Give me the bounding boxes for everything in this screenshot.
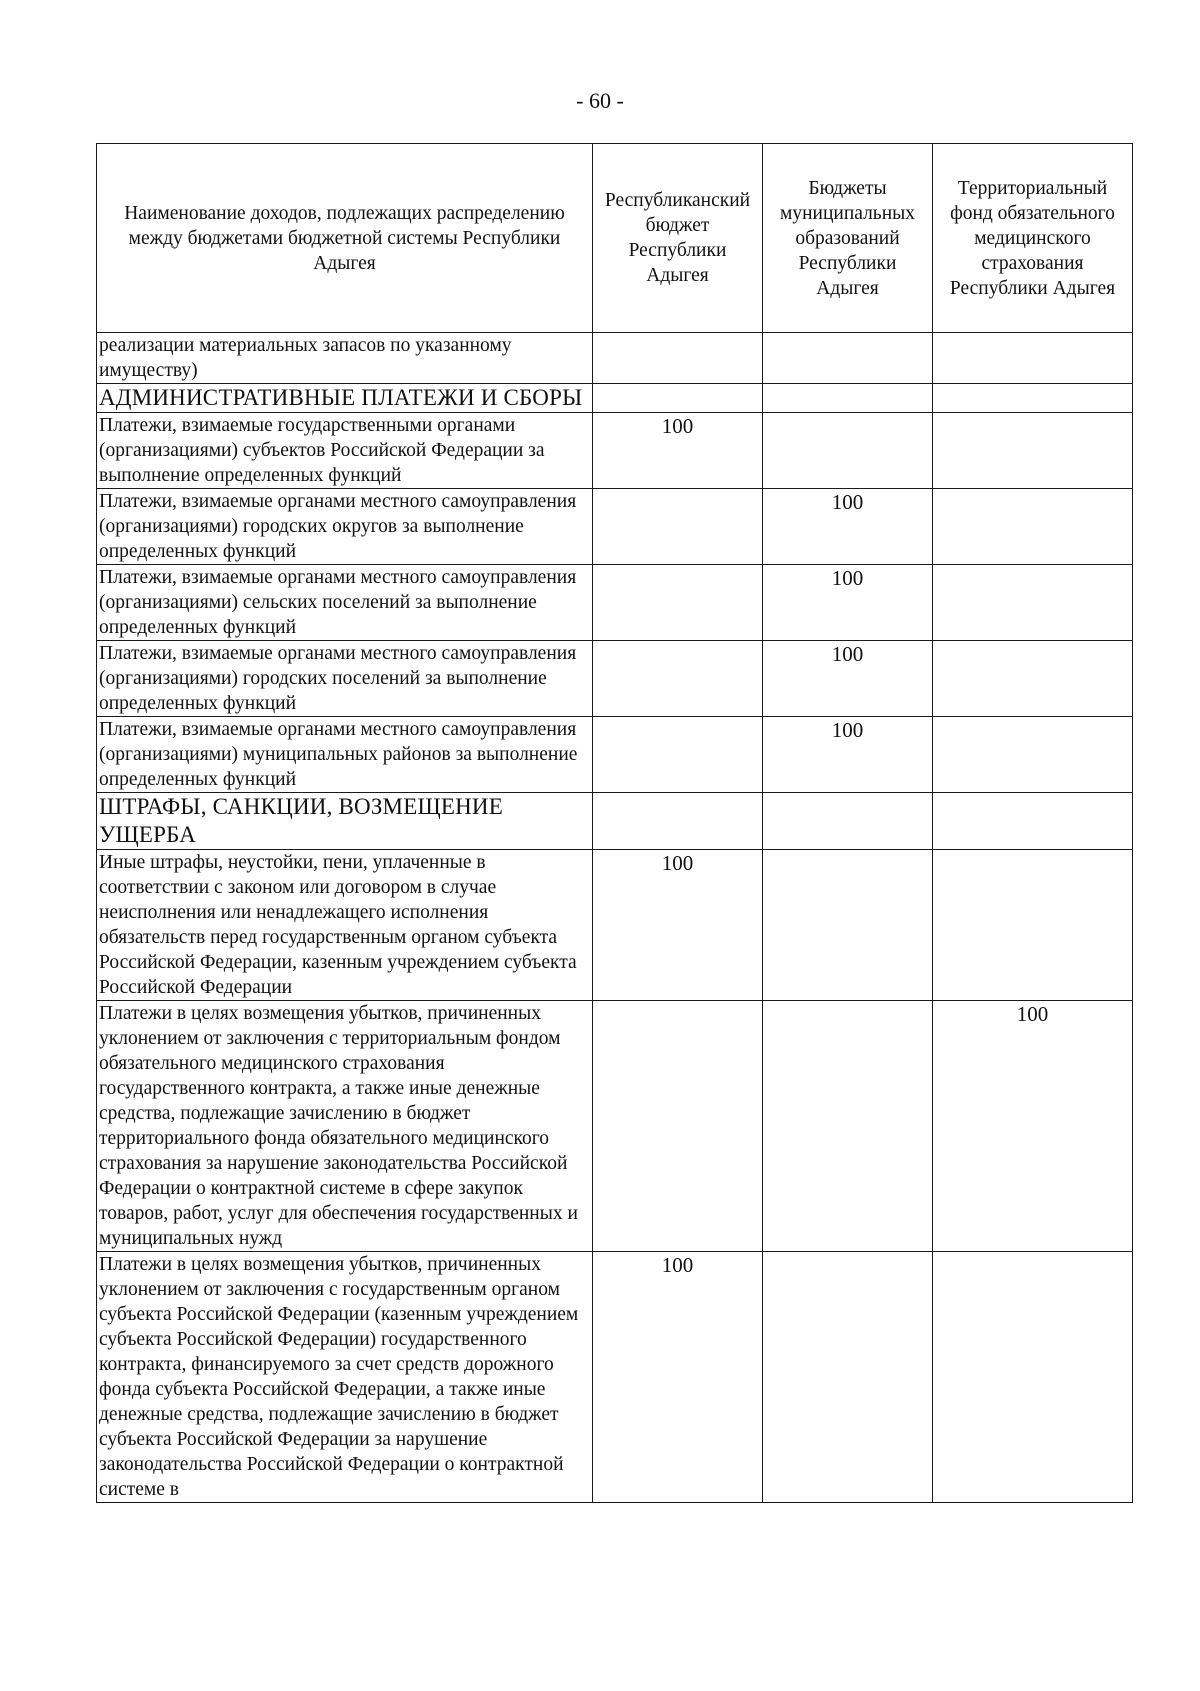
republic-share	[593, 333, 763, 384]
revenue-name: Платежи, взимаемые органами местного самоуправления (организациями) сельских поселений за выполнение определенных функций	[97, 565, 593, 641]
table-row	[97, 413, 1133, 489]
revenue-name: Платежи в целях возмещения убытков, причиненных уклонением от заключения с территориальным фондом обязательного медицинского страхования государственного контракта, а также иные денежные средства, подлежащие зачислению в бюджет территориального фонда обязательного медицинского страхования за нарушение законодательства Российской Федерации о контрактной системе в сфере закупок товаров, работ, услуг для обеспечения государственных и муниципальных нужд	[97, 1001, 593, 1252]
revenue-name: Платежи, взимаемые органами местного самоуправления (организациями) муниципальных районов за выполнение определенных функций	[97, 717, 593, 793]
revenue-name: Платежи в целях возмещения убытков, причиненных уклонением от заключения с государственным органом субъекта Российской Федерации (казенным учреждением субъекта Российской Федерации) государственного контракта, финансируемого за счет средств дорожного фонда субъекта Российской Федерации, а также иные денежные средства, подлежащие зачислению в бюджет субъекта Российской Федерации за нарушение законодательства Российской Федерации о контрактной системе в	[97, 1252, 593, 1503]
header-republic-budget: Республиканский бюджет Республики Адыгея	[593, 144, 763, 333]
table-row	[97, 333, 1133, 384]
revenue-name: Платежи, взимаемые государственными органами (организациями) субъектов Российской Федерации за выполнение определенных функций	[97, 413, 593, 489]
revenue-name: Платежи, взимаемые органами местного самоуправления (организациями) городских округов за выполнение определенных функций	[97, 489, 593, 565]
page-number: - 60 -	[576, 88, 624, 113]
revenue-name: Платежи, взимаемые органами местного самоуправления (организациями) городских поселений за выполнение определенных функций	[97, 641, 593, 717]
republic-share	[593, 565, 763, 641]
revenue-name: реализации материальных запасов по указанному имуществу)	[97, 333, 593, 384]
fund-share	[933, 489, 1133, 565]
table-row	[97, 641, 1133, 717]
table-row	[97, 1001, 1133, 1252]
fund-share	[933, 641, 1133, 717]
republic-share	[593, 717, 763, 793]
municipal-share	[763, 333, 933, 384]
table-row	[97, 717, 1133, 793]
fund-share	[933, 850, 1133, 1001]
table-row	[97, 850, 1133, 1001]
fund-share	[933, 565, 1133, 641]
table-row	[97, 1252, 1133, 1503]
header-revenue-name: Наименование доходов, подлежащих распределению между бюджетами бюджетной системы Республики Адыгея	[97, 144, 593, 333]
table-row	[97, 489, 1133, 565]
republic-share: 100	[593, 413, 763, 489]
republic-share	[593, 793, 763, 850]
municipal-share	[763, 793, 933, 850]
revenue-distribution-table	[96, 143, 1133, 1503]
municipal-share: 100	[763, 565, 933, 641]
section-row	[97, 793, 1133, 850]
republic-share: 100	[593, 1252, 763, 1503]
municipal-share	[763, 1252, 933, 1503]
republic-share	[593, 489, 763, 565]
republic-share	[593, 384, 763, 413]
fund-share	[933, 717, 1133, 793]
fund-share	[933, 333, 1133, 384]
revenue-name: Иные штрафы, неустойки, пени, уплаченные в соответствии с законом или договором в случае неисполнения или ненадлежащего исполнения обязательств перед государственным органом субъекта Российской Федерации, казенным учреждением субъекта Российской Федерации	[97, 850, 593, 1001]
fund-share	[933, 413, 1133, 489]
table-header-row	[97, 144, 1133, 333]
municipal-share	[763, 1001, 933, 1252]
municipal-share	[763, 384, 933, 413]
fund-share: 100	[933, 1001, 1133, 1252]
header-territorial-fund: Территориальный фонд обязательного медицинского страхования Республики Адыгея	[933, 144, 1133, 333]
header-municipal-budgets: Бюджеты муниципальных образований Республики Адыгея	[763, 144, 933, 333]
municipal-share: 100	[763, 489, 933, 565]
republic-share	[593, 641, 763, 717]
municipal-share	[763, 850, 933, 1001]
fund-share	[933, 793, 1133, 850]
section-title: ШТРАФЫ, САНКЦИИ, ВОЗМЕЩЕНИЕ УЩЕРБА	[97, 793, 593, 850]
republic-share: 100	[593, 850, 763, 1001]
municipal-share: 100	[763, 641, 933, 717]
fund-share	[933, 384, 1133, 413]
fund-share	[933, 1252, 1133, 1503]
municipal-share: 100	[763, 717, 933, 793]
section-title: АДМИНИСТРАТИВНЫЕ ПЛАТЕЖИ И СБОРЫ	[97, 384, 593, 413]
municipal-share	[763, 413, 933, 489]
table-row	[97, 565, 1133, 641]
republic-share	[593, 1001, 763, 1252]
section-row	[97, 384, 1133, 413]
